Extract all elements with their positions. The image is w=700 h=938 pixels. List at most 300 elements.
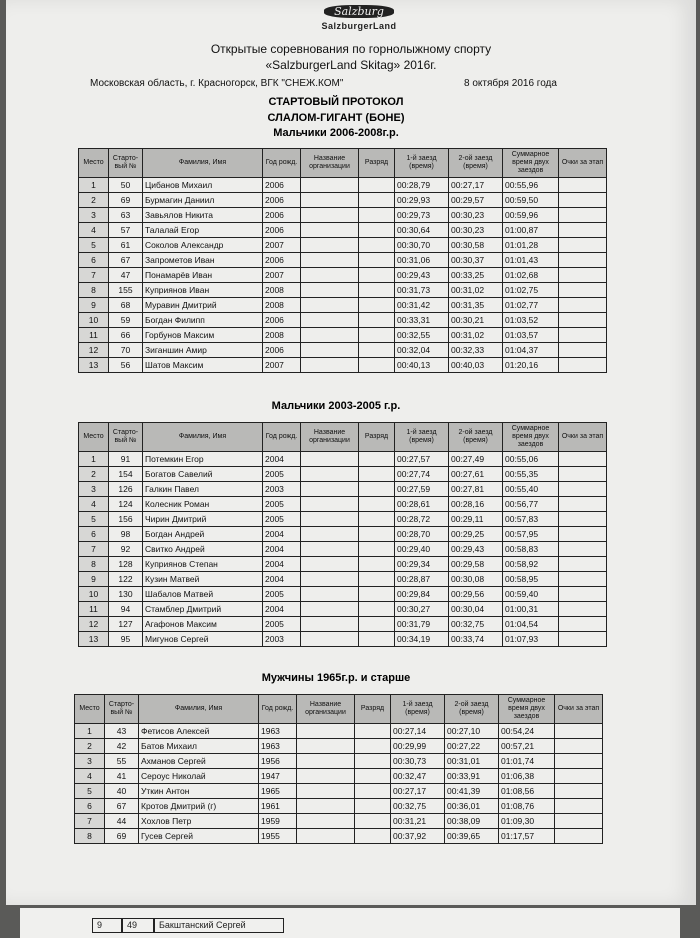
bib-cell: 127 [109,617,143,632]
bib-cell: 94 [109,602,143,617]
bib-cell: 69 [109,193,143,208]
run1-cell: 00:29,84 [395,587,449,602]
competition-subtitle: «SalzburgerLand Skitag» 2016г. [265,58,437,72]
points-cell [559,313,607,328]
year-cell: 1959 [259,814,297,829]
run1-cell: 00:29,43 [395,268,449,283]
run1-cell: 00:40,13 [395,358,449,373]
run2-cell: 00:27,22 [445,739,499,754]
rank-cell [359,467,395,482]
rank-cell [359,572,395,587]
rank-cell [359,253,395,268]
run2-cell: 00:30,37 [449,253,503,268]
name-cell: Кротов Дмитрий (г) [139,799,259,814]
points-cell [559,467,607,482]
bib-cell: 91 [109,452,143,467]
run2-cell: 00:27,61 [449,467,503,482]
run2-cell: 00:27,10 [445,724,499,739]
name-cell: Гусев Сергей [139,829,259,844]
name-cell: Уткин Антон [139,784,259,799]
col-org-header: Название организации [301,149,359,178]
year-cell: 1955 [259,829,297,844]
run1-cell: 00:28,72 [395,512,449,527]
run2-cell: 00:31,35 [449,298,503,313]
org-cell [301,527,359,542]
bib-cell: 40 [105,784,139,799]
bib-cell: 130 [109,587,143,602]
points-cell [555,754,603,769]
next-page-row [92,918,284,933]
year-cell: 1947 [259,769,297,784]
table-row [79,527,607,542]
year-cell: 2007 [263,238,301,253]
bib-cell: 156 [109,512,143,527]
place-cell: 7 [75,814,105,829]
col-bib-header: Старто-вый № [109,423,143,452]
place-cell: 3 [75,754,105,769]
rank-cell [359,283,395,298]
bib-cell: 126 [109,482,143,497]
place-cell: 12 [79,617,109,632]
name-cell: Запрометов Иван [143,253,263,268]
org-cell [301,343,359,358]
run1-cell: 00:34,19 [395,632,449,647]
name-cell: Бурмагин Даниил [143,193,263,208]
name-cell: Богдан Филипп [143,313,263,328]
run1-cell: 00:37,92 [391,829,445,844]
col-place-header: Место [79,423,109,452]
run1-cell: 00:32,47 [391,769,445,784]
run2-cell: 00:29,58 [449,557,503,572]
col-run1-header: 1-й заезд (время) [395,423,449,452]
col-rank-header: Разряд [359,423,395,452]
points-cell [559,512,607,527]
rank-cell [359,602,395,617]
points-cell [559,452,607,467]
table-row [79,343,607,358]
run2-cell: 00:29,56 [449,587,503,602]
table-row [75,724,603,739]
points-cell [559,572,607,587]
name-cell: Колесник Роман [143,497,263,512]
org-cell [301,467,359,482]
place-cell: 4 [75,769,105,784]
bib-cell: 56 [109,358,143,373]
points-cell [555,784,603,799]
place-cell: 5 [75,784,105,799]
salzburg-logo [304,2,414,30]
table-row [79,298,607,313]
section-title: Мужчины 1965г.р. и старше [261,672,411,684]
rank-cell [355,724,391,739]
year-cell: 2004 [263,527,301,542]
year-cell: 2005 [263,512,301,527]
place-cell: 6 [75,799,105,814]
bib-cell: 98 [109,527,143,542]
name-cell: Галкин Павел [143,482,263,497]
logo-script: Salzburg [324,5,394,18]
total-cell: 00:55,40 [503,482,559,497]
rank-cell [359,482,395,497]
table-row [79,572,607,587]
run1-cell: 00:30,64 [395,223,449,238]
place-cell: 5 [79,512,109,527]
year-cell: 2005 [263,617,301,632]
org-cell [301,512,359,527]
col-name-header: Фамилия, Имя [143,423,263,452]
bib-cell: 63 [109,208,143,223]
name-cell: Зиганшин Амир [143,343,263,358]
col-points-header: Очки за этап [559,423,607,452]
year-cell: 2008 [263,283,301,298]
place-cell: 6 [79,253,109,268]
rank-cell [359,587,395,602]
bib-cell: 69 [105,829,139,844]
table-row [79,587,607,602]
place-cell: 9 [79,298,109,313]
year-cell: 1963 [259,739,297,754]
col-run1-header: 1-й заезд (время) [391,695,445,724]
org-cell [301,193,359,208]
run1-cell: 00:27,14 [391,724,445,739]
run1-cell: 00:28,79 [395,178,449,193]
run2-cell: 00:30,21 [449,313,503,328]
col-name-header: Фамилия, Имя [139,695,259,724]
col-place-header: Место [75,695,105,724]
table-row [79,283,607,298]
name-cell: Чирин Дмитрий [143,512,263,527]
rank-cell [359,178,395,193]
rank-cell [359,343,395,358]
header-row [79,423,607,452]
total-cell: 01:08,56 [499,784,555,799]
total-cell: 00:58,92 [503,557,559,572]
year-cell: 2005 [263,587,301,602]
year-cell: 2003 [263,632,301,647]
points-cell [559,632,607,647]
rank-cell [359,223,395,238]
table-row [79,452,607,467]
points-cell [559,617,607,632]
table-row [79,482,607,497]
run1-cell: 00:29,99 [391,739,445,754]
place-cell: 5 [79,238,109,253]
name-cell: Хохлов Петр [139,814,259,829]
total-cell: 01:01,28 [503,238,559,253]
table-row [79,632,607,647]
table-row [79,253,607,268]
total-cell: 01:17,57 [499,829,555,844]
name-cell: Богатов Савелий [143,467,263,482]
run1-cell: 00:30,70 [395,238,449,253]
place-cell: 11 [79,602,109,617]
name-cell: Ахманов Сергей [139,754,259,769]
name-cell: Агафонов Максим [143,617,263,632]
table-row [75,814,603,829]
name-cell: Соколов Александр [143,238,263,253]
total-cell: 01:08,76 [499,799,555,814]
table-row [79,512,607,527]
run2-cell: 00:29,11 [449,512,503,527]
total-cell: 01:20,16 [503,358,559,373]
run1-cell: 00:32,04 [395,343,449,358]
run2-cell: 00:30,04 [449,602,503,617]
bib-cell: 95 [109,632,143,647]
place-cell: 13 [79,358,109,373]
name-cell: Стамблер Дмитрий [143,602,263,617]
year-cell: 2007 [263,268,301,283]
run1-cell: 00:33,31 [395,313,449,328]
name-cell: Мигунов Сергей [143,632,263,647]
venue-location: Московская область, г. Красногорск, ВГК "СНЕЖ.КОМ" [90,78,344,89]
bib-cell: 57 [109,223,143,238]
total-cell: 01:01,43 [503,253,559,268]
points-cell [559,253,607,268]
run1-cell: 00:30,73 [391,754,445,769]
year-cell: 2004 [263,557,301,572]
run2-cell: 00:29,57 [449,193,503,208]
total-cell: 01:09,30 [499,814,555,829]
section-title: Мальчики 2006-2008г.р. [273,127,399,139]
table-row [79,467,607,482]
org-cell [297,829,355,844]
place-cell: 3 [79,482,109,497]
bib-cell: 44 [105,814,139,829]
place-cell: 13 [79,632,109,647]
run1-cell: 00:28,61 [395,497,449,512]
rank-cell [359,527,395,542]
name-cell: Кузин Матвей [143,572,263,587]
bib-cell: 128 [109,557,143,572]
run1-cell: 00:28,87 [395,572,449,587]
rank-cell [359,313,395,328]
place-cell: 1 [79,452,109,467]
rank-cell [359,208,395,223]
bib-cell: 67 [105,799,139,814]
run1-cell: 00:32,75 [391,799,445,814]
total-cell: 01:03,57 [503,328,559,343]
discipline-heading: СЛАЛОМ-ГИГАНТ (БОНЕ) [267,112,405,124]
run1-cell: 00:29,40 [395,542,449,557]
org-cell [301,238,359,253]
total-cell: 00:57,95 [503,527,559,542]
col-bib-header: Старто-вый № [109,149,143,178]
competition-title: Открытые соревнования по горнолыжному спорту [210,42,492,56]
table-row [79,602,607,617]
name-cell: Цибанов Михаил [143,178,263,193]
total-cell: 01:02,75 [503,283,559,298]
year-cell: 2008 [263,328,301,343]
rank-cell [359,617,395,632]
points-cell [555,739,603,754]
table-row [79,497,607,512]
total-cell: 00:54,24 [499,724,555,739]
place-cell: 12 [79,343,109,358]
run1-cell: 00:27,17 [391,784,445,799]
org-cell [301,313,359,328]
run2-cell: 00:38,09 [445,814,499,829]
rank-cell [359,497,395,512]
run2-cell: 00:36,01 [445,799,499,814]
place-cell: 6 [79,527,109,542]
run1-cell: 00:27,74 [395,467,449,482]
col-year-header: Год рожд. [263,423,301,452]
bib-cell: 59 [109,313,143,328]
run2-cell: 00:30,08 [449,572,503,587]
bib-cell: 66 [109,328,143,343]
year-cell: 1963 [259,724,297,739]
run1-cell: 00:31,73 [395,283,449,298]
points-cell [559,557,607,572]
bib-cell: 68 [109,298,143,313]
org-cell [301,617,359,632]
run2-cell: 00:29,25 [449,527,503,542]
header-row [75,695,603,724]
next-page-bib: 49 [122,918,154,933]
run2-cell: 00:30,23 [449,208,503,223]
total-cell: 01:00,31 [503,602,559,617]
run2-cell: 00:30,23 [449,223,503,238]
run1-cell: 00:28,70 [395,527,449,542]
year-cell: 2006 [263,223,301,238]
year-cell: 2007 [263,358,301,373]
header-row [79,149,607,178]
col-total-header: Суммарное время двух заездов [503,423,559,452]
bib-cell: 154 [109,467,143,482]
protocol-heading: СТАРТОВЫЙ ПРОТОКОЛ [268,96,404,108]
results-table [78,148,607,373]
rank-cell [355,754,391,769]
place-cell: 1 [75,724,105,739]
points-cell [555,724,603,739]
table-row [75,739,603,754]
rank-cell [359,632,395,647]
run2-cell: 00:29,43 [449,542,503,557]
place-cell: 4 [79,223,109,238]
org-cell [301,298,359,313]
table-row [75,784,603,799]
table-row [75,754,603,769]
org-cell [297,769,355,784]
points-cell [559,587,607,602]
points-cell [559,208,607,223]
table-row [79,223,607,238]
points-cell [559,268,607,283]
org-cell [297,724,355,739]
run1-cell: 00:29,93 [395,193,449,208]
bib-cell: 122 [109,572,143,587]
col-total-header: Суммарное время двух заездов [499,695,555,724]
run1-cell: 00:27,57 [395,452,449,467]
place-cell: 2 [79,193,109,208]
next-page-name: Бакштанский Сергей [154,918,284,933]
run2-cell: 00:30,58 [449,238,503,253]
name-cell: Шабалов Матвей [143,587,263,602]
run2-cell: 00:33,91 [445,769,499,784]
bib-cell: 41 [105,769,139,784]
name-cell: Шатов Максим [143,358,263,373]
points-cell [559,238,607,253]
points-cell [559,343,607,358]
total-cell: 01:06,38 [499,769,555,784]
year-cell: 2005 [263,497,301,512]
run1-cell: 00:31,06 [395,253,449,268]
bib-cell: 92 [109,542,143,557]
year-cell: 2006 [263,193,301,208]
run2-cell: 00:40,03 [449,358,503,373]
year-cell: 2004 [263,572,301,587]
org-cell [301,587,359,602]
total-cell: 01:00,87 [503,223,559,238]
year-cell: 1961 [259,799,297,814]
points-cell [555,814,603,829]
place-cell: 4 [79,497,109,512]
total-cell: 00:55,35 [503,467,559,482]
year-cell: 1956 [259,754,297,769]
place-cell: 7 [79,542,109,557]
bib-cell: 47 [109,268,143,283]
org-cell [301,482,359,497]
org-cell [297,739,355,754]
table-row [79,557,607,572]
points-cell [555,829,603,844]
total-cell: 01:07,93 [503,632,559,647]
org-cell [301,572,359,587]
table-row [75,799,603,814]
run1-cell: 00:30,27 [395,602,449,617]
points-cell [559,542,607,557]
col-rank-header: Разряд [355,695,391,724]
protocol-sheet [6,0,696,905]
table-row [79,193,607,208]
event-date: 8 октября 2016 года [464,78,557,89]
org-cell [301,452,359,467]
col-run2-header: 2-ой заезд (время) [445,695,499,724]
place-cell: 8 [79,557,109,572]
year-cell: 2008 [263,298,301,313]
place-cell: 8 [75,829,105,844]
total-cell: 00:55,06 [503,452,559,467]
org-cell [301,602,359,617]
year-cell: 2004 [263,452,301,467]
name-cell: Фетисов Алексей [139,724,259,739]
total-cell: 00:58,95 [503,572,559,587]
year-cell: 2005 [263,467,301,482]
run1-cell: 00:32,55 [395,328,449,343]
table-row [79,313,607,328]
col-org-header: Название организации [301,423,359,452]
org-cell [297,784,355,799]
col-year-header: Год рожд. [259,695,297,724]
total-cell: 01:02,68 [503,268,559,283]
place-cell: 11 [79,328,109,343]
col-points-header: Очки за этап [555,695,603,724]
name-cell: Батов Михаил [139,739,259,754]
run2-cell: 00:31,01 [445,754,499,769]
place-cell: 8 [79,283,109,298]
place-cell: 3 [79,208,109,223]
org-cell [301,253,359,268]
name-cell: Талалай Егор [143,223,263,238]
points-cell [559,298,607,313]
rank-cell [355,829,391,844]
bib-cell: 42 [105,739,139,754]
col-total-header: Суммарное время двух заездов [503,149,559,178]
col-org-header: Название организации [297,695,355,724]
org-cell [301,542,359,557]
org-cell [301,358,359,373]
rank-cell [359,512,395,527]
